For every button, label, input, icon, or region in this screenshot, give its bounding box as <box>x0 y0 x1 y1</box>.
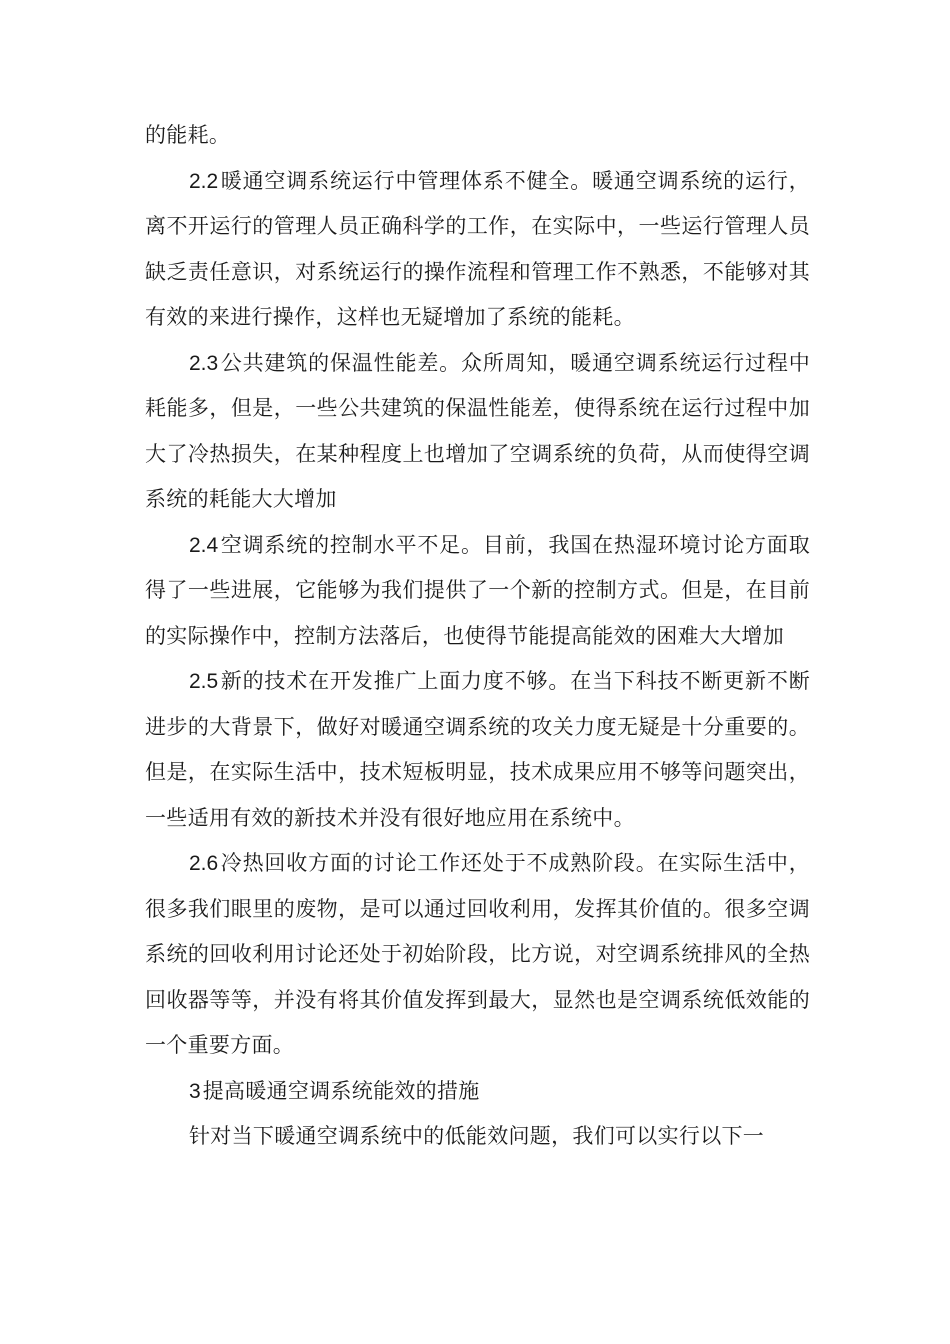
paragraph-text: 针对当下暖通空调系统中的低能效问题，我们可以实行以下一 <box>189 1124 765 1148</box>
heading-text: 提高暖通空调系统能效的措施 <box>202 1078 480 1103</box>
paragraph-2-5 <box>145 659 810 841</box>
paragraph-continuation <box>145 113 810 159</box>
section-number: 2.2 <box>189 169 219 193</box>
paragraph-text: 公共建筑的保温性能差。众所周知，暖通空调系统运行过程中耗能多，但是，一些公共建筑的保温性能差，使得系统在运行过程中加大了冷热损失，在某种程度上也增加了空调系统的负荷，从而使得空调系统的耗能大大增加 <box>145 350 810 511</box>
section-number: 2.6 <box>189 852 219 875</box>
paragraph-intro <box>145 1114 810 1160</box>
section-heading-3 <box>145 1069 810 1115</box>
section-number: 2.5 <box>189 670 219 693</box>
paragraph-2-3 <box>145 341 810 523</box>
document-body <box>145 113 810 1160</box>
paragraph-2-2 <box>145 159 810 341</box>
paragraph-text: 冷热回收方面的讨论工作还处于不成熟阶段。在实际生活中，很多我们眼里的废物，是可以通过回收利用，发挥其价值的。很多空调系统的回收利用讨论还处于初始阶段，比方说，对空调系统排风的全热回收器等等，并没有将其价值发挥到最大，显然也是空调系统低效能的一个重要方面。 <box>145 851 810 1057</box>
section-number: 2.4 <box>189 533 219 557</box>
section-number: 2.3 <box>189 351 219 375</box>
paragraph-text: 暖通空调系统运行中管理体系不健全。暖通空调系统的运行，离不开运行的管理人员正确科学的工作，在实际中，一些运行管理人员缺乏责任意识，对系统运行的操作流程和管理工作不熟悉，不能够对其有效的来进行操作，这样也无疑增加了系统的能耗。 <box>145 168 810 329</box>
paragraph-text: 空调系统的控制水平不足。目前，我国在热湿环境讨论方面取得了一些进展，它能够为我们提供了一个新的控制方式。但是，在目前的实际操作中，控制方法落后，也使得节能提高能效的困难大大增加 <box>145 532 810 648</box>
paragraph-text: 新的技术在开发推广上面力度不够。在当下科技不断更新不断进步的大背景下，做好对暖通空调系统的攻关力度无疑是十分重要的。但是，在实际生活中，技术短板明显，技术成果应用不够等问题突出，一些适用有效的新技术并没有很好地应用在系统中。 <box>145 669 810 830</box>
section-number: 3 <box>189 1079 201 1103</box>
paragraph-text: 的能耗。 <box>145 123 231 147</box>
paragraph-2-6 <box>145 841 810 1069</box>
paragraph-2-4 <box>145 523 810 660</box>
